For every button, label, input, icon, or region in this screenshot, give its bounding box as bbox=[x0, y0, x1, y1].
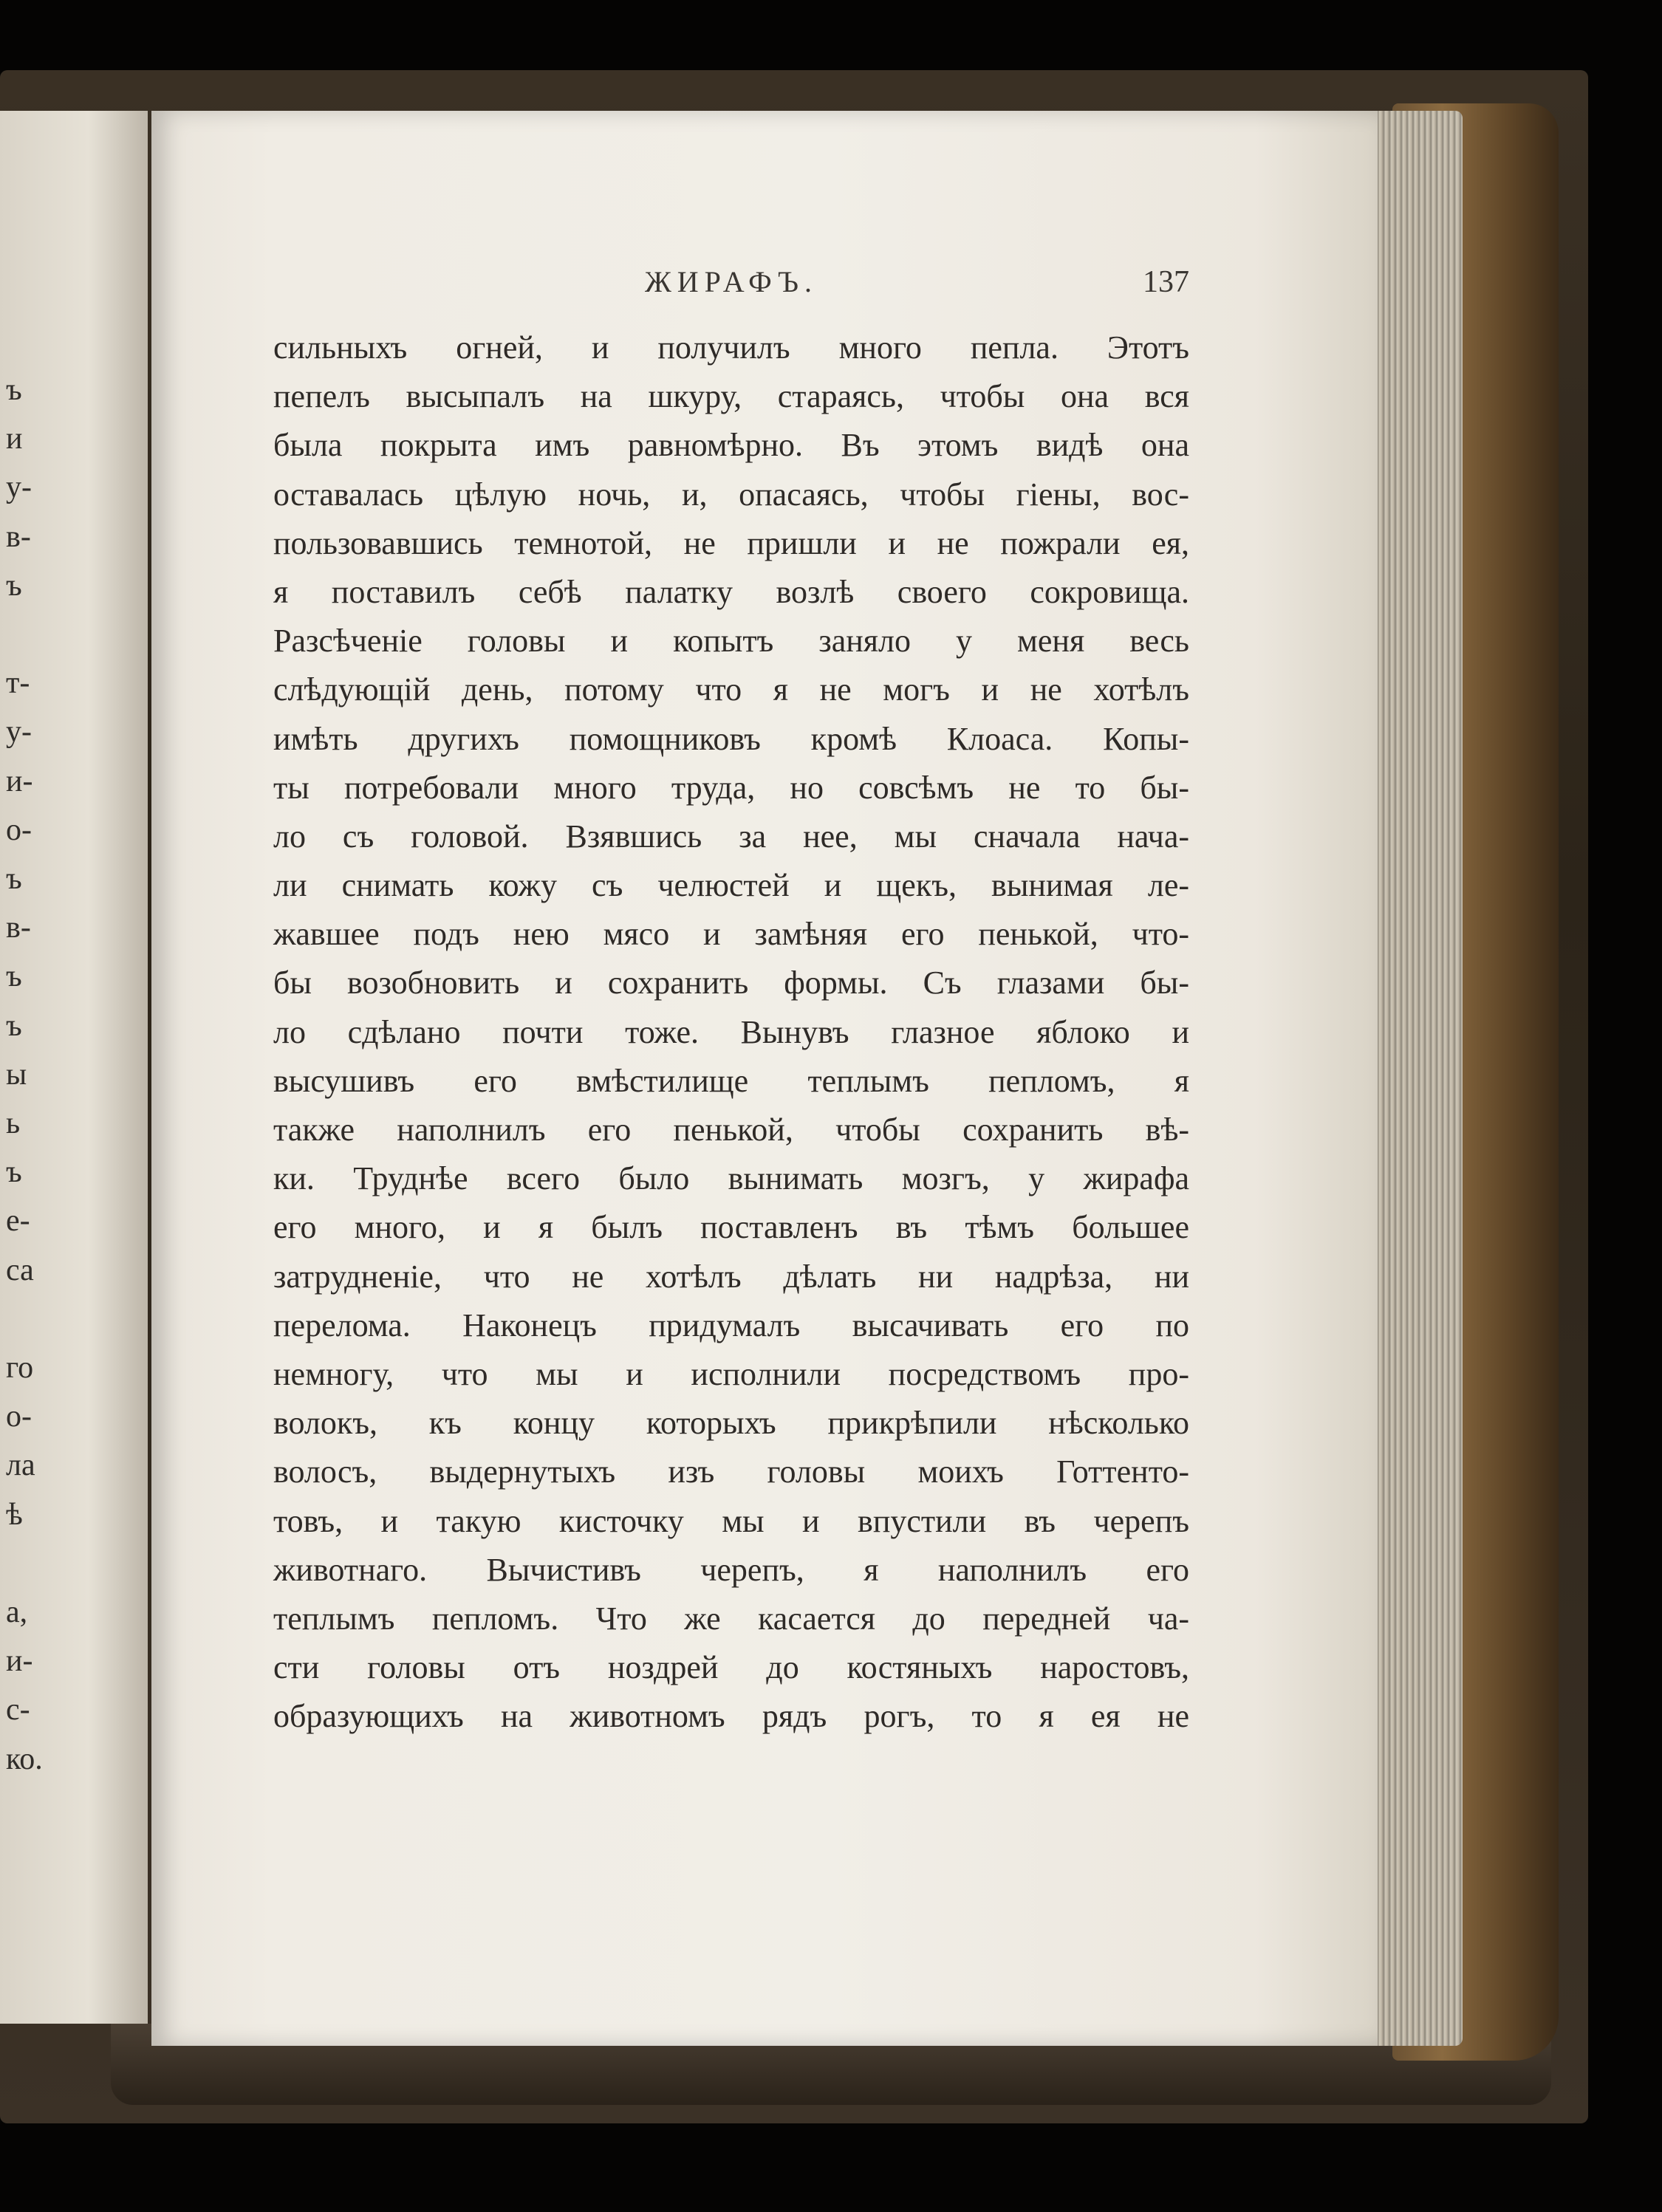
facing-page-fragment: в- bbox=[6, 911, 31, 945]
text-line: высушивъ его вмѣстилище теплымъ пепломъ, я bbox=[273, 1062, 1189, 1099]
facing-page-fragment: с- bbox=[6, 1693, 30, 1728]
facing-page-fragment: и- bbox=[6, 764, 33, 798]
facing-page-fragment: в- bbox=[6, 519, 31, 554]
facing-page-fragment: у- bbox=[6, 470, 32, 505]
text-line: животнаго. Вычистивъ черепъ, я наполнилъ его bbox=[273, 1551, 1189, 1588]
text-line: перелома. Наконецъ придумалъ высачивать его по bbox=[273, 1307, 1189, 1343]
text-line: пользовавшись темнотой, не пришли и не пожрали ея, bbox=[273, 524, 1189, 561]
facing-page-fragment: и- bbox=[6, 1644, 33, 1679]
body-text bbox=[273, 323, 1189, 1741]
text-line: теплымъ пепломъ. Что же касается до передней ча- bbox=[273, 1600, 1189, 1637]
text-line: пепелъ высыпалъ на шкуру, стараясь, чтобы она вся bbox=[273, 378, 1189, 415]
facing-page-fragment: са bbox=[6, 1253, 34, 1287]
text-line: оставалась цѣлую ночь, и, опасаясь, чтобы гіены, вос- bbox=[273, 476, 1189, 513]
facing-page-fragment: т- bbox=[6, 666, 30, 701]
facing-page-fragment: ъ bbox=[6, 373, 22, 407]
facing-page-fragment: а, bbox=[6, 1595, 28, 1629]
facing-page-fragment: ъ bbox=[6, 568, 22, 603]
facing-page-fragment: е- bbox=[6, 1204, 30, 1239]
text-line: я поставилъ себѣ палатку возлѣ своего сокровища. bbox=[273, 573, 1189, 610]
text-line: имѣть другихъ помощниковъ кромѣ Клоаса. Копы- bbox=[273, 720, 1189, 757]
running-title: ЖИРАФЪ. bbox=[644, 265, 818, 298]
text-line: товъ, и такую кисточку мы и впустили въ черепъ bbox=[273, 1502, 1189, 1539]
facing-page-fragment: ѣ bbox=[6, 1497, 23, 1532]
text-line: его много, и я былъ поставленъ въ тѣмъ большее bbox=[273, 1209, 1189, 1246]
text-line: волокъ, къ концу которыхъ прикрѣпили нѣсколько bbox=[273, 1405, 1189, 1442]
facing-page bbox=[0, 111, 148, 2024]
text-line: ло сдѣлано почти тоже. Вынувъ глазное яблоко и bbox=[273, 1013, 1189, 1050]
text-line: немногу, что мы и исполнили посредствомъ про- bbox=[273, 1355, 1189, 1392]
page-edges bbox=[1374, 111, 1463, 2046]
text-line: также наполнилъ его пенькой, чтобы сохранить вѣ- bbox=[273, 1112, 1189, 1148]
facing-page-fragment: ъ bbox=[6, 1008, 22, 1043]
text-line: бы возобновить и сохранить формы. Съ глазами бы- bbox=[273, 965, 1189, 1001]
text-line: ты потребовали много труда, но совсѣмъ не то бы- bbox=[273, 769, 1189, 806]
text-line: слѣдующій день, потому что я не могъ и не хотѣлъ bbox=[273, 671, 1189, 708]
text-line: была покрыта имъ равномѣрно. Въ этомъ видѣ она bbox=[273, 427, 1189, 464]
facing-page-fragment: ъ bbox=[6, 862, 22, 896]
facing-page-fragment: о- bbox=[6, 1400, 32, 1434]
text-line: ло съ головой. Взявшись за нее, мы сначала нача- bbox=[273, 818, 1189, 855]
facing-page-fragment: го bbox=[6, 1351, 34, 1385]
text-line: волосъ, выдернутыхъ изъ головы моихъ Готтенто- bbox=[273, 1453, 1189, 1490]
text-line: сильныхъ огней, и получилъ много пепла. Этотъ bbox=[273, 329, 1189, 366]
facing-page-fragment: ъ bbox=[6, 959, 22, 994]
text-line: затрудненіе, что не хотѣлъ дѣлать ни надрѣза, ни bbox=[273, 1258, 1189, 1295]
facing-page-fragment: ъ bbox=[6, 1155, 22, 1190]
page-number: 137 bbox=[1143, 265, 1189, 299]
text-line: ли снимать кожу съ челюстей и щекъ, вынимая ле- bbox=[273, 867, 1189, 904]
text-line: Разсѣченіе головы и копытъ заняло у меня весь bbox=[273, 623, 1189, 660]
facing-page-fragment: ы bbox=[6, 1057, 27, 1092]
facing-page-fragment: ь bbox=[6, 1106, 21, 1140]
facing-page-fragment: ко. bbox=[6, 1742, 43, 1776]
facing-page-fragment: у- bbox=[6, 715, 32, 750]
text-line: образующихъ на животномъ рядъ рогъ, то я ея не bbox=[273, 1698, 1189, 1735]
text-line: жавшее подъ нею мясо и замѣняя его пенькой, что- bbox=[273, 916, 1189, 953]
facing-page-fragment: ла bbox=[6, 1448, 35, 1483]
facing-page-fragment: о- bbox=[6, 812, 32, 847]
text-line: ки. Труднѣе всего было вынимать мозгъ, у жирафа bbox=[273, 1160, 1189, 1197]
text-line: сти головы отъ ноздрей до костяныхъ наростовъ, bbox=[273, 1649, 1189, 1686]
page-header bbox=[273, 264, 1189, 309]
facing-page-fragment: и bbox=[6, 422, 23, 456]
